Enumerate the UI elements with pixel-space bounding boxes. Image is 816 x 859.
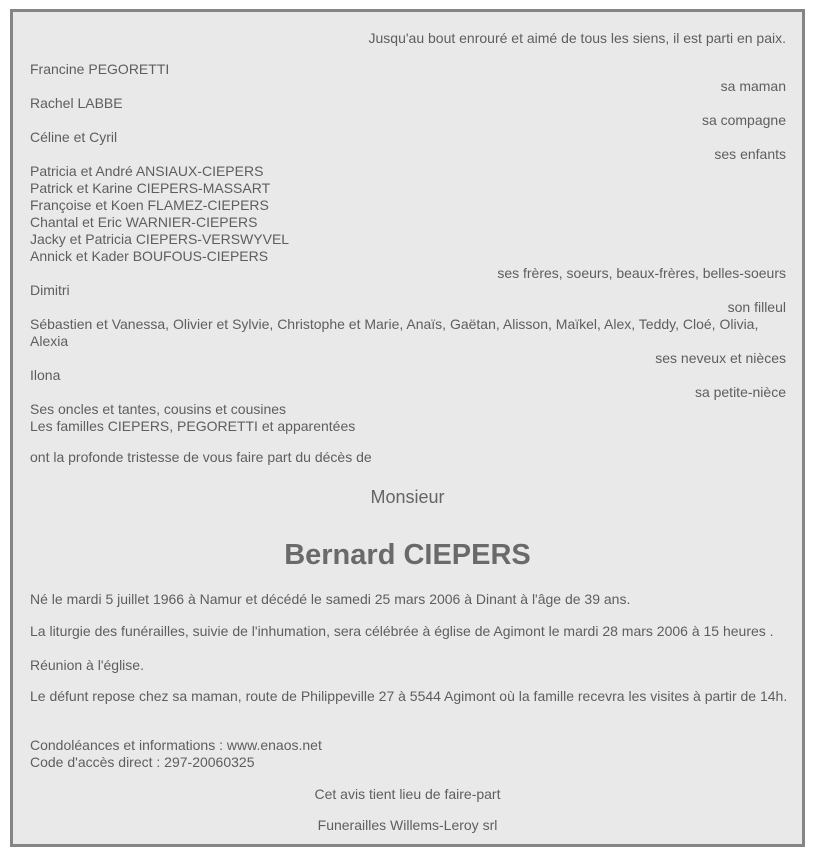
family-name: Dimitri (30, 282, 70, 298)
family-relation: son filleul (727, 299, 786, 315)
family-relation: ses frères, soeurs, beaux-frères, belles-soeurs (497, 265, 786, 281)
obituary-notice (10, 9, 805, 847)
family-name: Françoise et Koen FLAMEZ-CIEPERS (30, 197, 269, 213)
family-name: Patricia et André ANSIAUX-CIEPERS (30, 163, 264, 179)
reunion-info: Réunion à l'église. (30, 657, 144, 673)
family-relation: ses enfants (714, 146, 786, 162)
family-name: Francine PEGORETTI (30, 61, 170, 77)
family-name: Sébastien et Vanessa, Olivier et Sylvie, Christophe et Marie, Anaïs, Gaëtan, Alisson, Maïkel, Alex, Teddy, Cloé, Olivia, Alexia (30, 316, 759, 349)
family-name: Patrick et Karine CIEPERS-MASSART (30, 180, 271, 196)
family-relation: sa maman (720, 78, 786, 94)
other-relatives: Ses oncles et tantes, cousins et cousines (30, 401, 287, 417)
intro-text: Jusqu'au bout enrouré et aimé de tous les siens, il est parti en paix. (368, 30, 786, 46)
birth-death-info: Né le mardi 5 juillet 1966 à Namur et décédé le samedi 25 mars 2006 à Dinant à l'âge de 39 ans. (30, 591, 631, 607)
access-code: Code d'accès direct : 297-20060325 (30, 754, 255, 770)
family-name: Chantal et Eric WARNIER-CIEPERS (30, 214, 258, 230)
family-name: Céline et Cyril (30, 129, 118, 145)
announcement-text: ont la profonde tristesse de vous faire part du décès de (30, 449, 372, 465)
liturgy-info: La liturgie des funérailles, suivie de l'inhumation, sera célébrée à église de Agimont le mardi 28 mars 2006 à 15 heures . (30, 623, 774, 639)
notice-text: Cet avis tient lieu de faire-part (314, 786, 501, 802)
honorific: Monsieur (370, 487, 445, 507)
family-name: Jacky et Patricia CIEPERS-VERSWYVEL (30, 231, 290, 247)
condolences-info: Condoléances et informations : www.enaos.net (30, 737, 322, 753)
deceased-name: Bernard CIEPERS (284, 539, 531, 571)
family-relation: sa compagne (701, 112, 786, 128)
other-relatives: Les familles CIEPERS, PEGORETTI et apparentées (30, 418, 356, 434)
funeral-home: Funerailles Willems-Leroy srl (317, 817, 498, 833)
family-name: Rachel LABBE (30, 95, 123, 111)
family-relation: ses neveux et nièces (655, 350, 786, 366)
family-relation: sa petite-nièce (694, 384, 786, 400)
family-name: Annick et Kader BOUFOUS-CIEPERS (30, 248, 269, 264)
rests-info: Le défunt repose chez sa maman, route de Philippeville 27 à 5544 Agimont où la famille recevra les visites à partir de 14h. (30, 688, 788, 704)
family-name: Ilona (30, 367, 61, 383)
